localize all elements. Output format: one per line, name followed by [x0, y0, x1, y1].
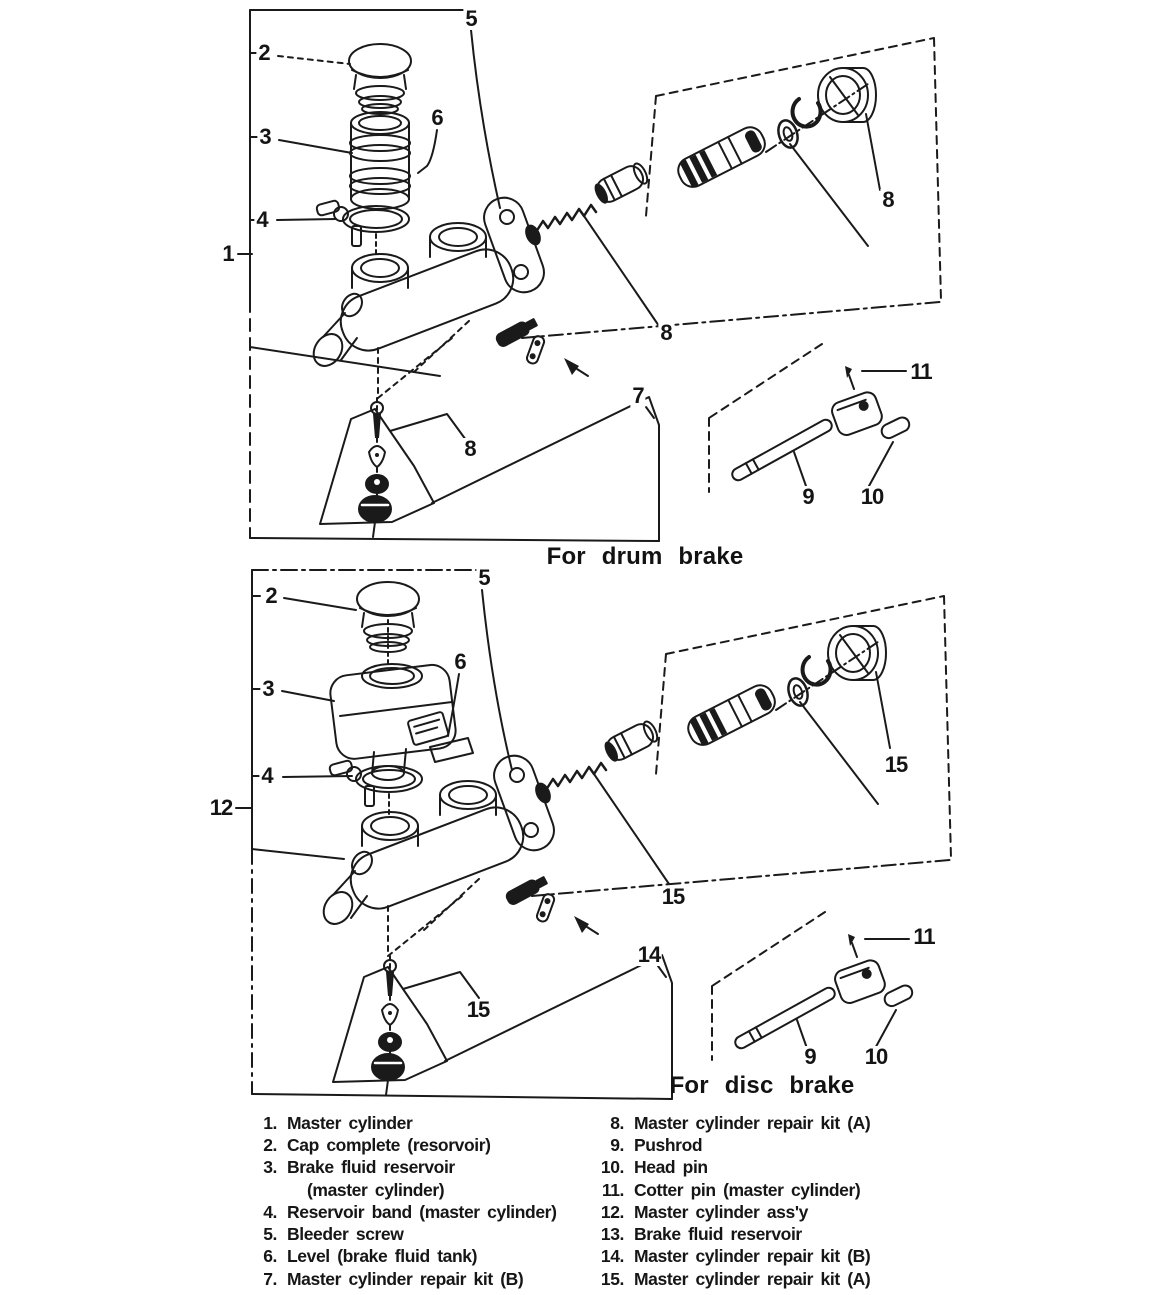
part-label: Master cylinder repair kit (B) — [634, 1246, 871, 1267]
callout-8: 8 — [464, 436, 476, 461]
repair-kit-parts-disc — [532, 596, 951, 896]
callout-9: 9 — [804, 1044, 816, 1069]
part-number: 11. — [601, 1179, 624, 1200]
callout-10: 10 — [864, 1044, 888, 1069]
parts-list-left-column — [240, 1112, 557, 1290]
parts-list-right-column — [566, 1112, 870, 1290]
parts-list-item — [566, 1157, 870, 1179]
parts-list-item — [240, 1246, 557, 1268]
parts-list-item — [566, 1134, 870, 1156]
pushrod-assembly-drum — [709, 344, 912, 492]
parts-list-item — [240, 1112, 557, 1134]
callout-15: 15 — [884, 752, 908, 777]
callout-6: 6 — [431, 105, 443, 130]
part-label: Master cylinder — [287, 1112, 413, 1133]
small-parts-drum — [320, 398, 466, 537]
callout-15: 15 — [661, 884, 685, 909]
parts-list-item — [566, 1179, 870, 1201]
drum-figure — [238, 6, 941, 541]
parts-list-item — [240, 1223, 557, 1245]
master-cylinder-body-disc — [318, 750, 598, 956]
parts-list-item — [240, 1179, 557, 1201]
callout-9: 9 — [802, 484, 814, 509]
pushrod-assembly-disc — [712, 912, 915, 1060]
callout-11: 11 — [910, 359, 932, 384]
callout-4: 4 — [256, 207, 268, 232]
callout-8: 8 — [660, 320, 672, 345]
part-number: 3. — [263, 1157, 277, 1178]
drum-caption: For drum brake — [546, 543, 744, 570]
part-label: Cotter pin (master cylinder) — [634, 1179, 861, 1200]
part-number: 5. — [263, 1224, 277, 1245]
part-label: Reservoir band (master cylinder) — [287, 1201, 557, 1222]
part-label: Master cylinder repair kit (A) — [634, 1268, 871, 1289]
parts-list-item — [566, 1223, 870, 1245]
callout-1: 1 — [222, 241, 234, 266]
part-number: 1. — [263, 1112, 277, 1133]
brake-fluid-reservoir-drum — [350, 112, 410, 209]
parts-list-item — [240, 1134, 557, 1156]
part-number: 15. — [600, 1268, 624, 1289]
callout-4: 4 — [261, 763, 273, 788]
reservoir-band-drum — [316, 200, 409, 254]
part-label: Master cylinder repair kit (A) — [634, 1112, 871, 1133]
parts-list-item — [566, 1268, 870, 1290]
parts-list-item — [566, 1246, 870, 1268]
disc-caption: For disc brake — [669, 1072, 855, 1099]
part-label: Cap complete (resorvoir) — [287, 1134, 491, 1155]
part-label: (master cylinder) — [307, 1179, 445, 1200]
part-number: 8. — [610, 1112, 624, 1133]
repair-kit-parts-drum — [522, 38, 941, 338]
callout-3: 3 — [262, 676, 274, 701]
disc-figure — [236, 570, 951, 1099]
small-parts-disc — [333, 956, 479, 1095]
callout-5: 5 — [478, 565, 490, 590]
parts-list-item — [566, 1201, 870, 1223]
callout-5: 5 — [465, 6, 477, 31]
callout-15: 15 — [466, 997, 490, 1022]
part-number: 12. — [600, 1201, 624, 1222]
part-number: 10. — [600, 1157, 624, 1178]
part-label: Bleeder screw — [287, 1224, 404, 1245]
level-tab-disc — [430, 738, 473, 762]
callout-10: 10 — [860, 484, 884, 509]
part-label: Master cylinder repair kit (B) — [287, 1268, 524, 1289]
part-label: Brake fluid reservoir — [634, 1224, 802, 1245]
brake-fluid-reservoir-disc — [328, 663, 457, 780]
callout-8: 8 — [882, 187, 894, 212]
callout-6: 6 — [454, 649, 466, 674]
part-number: 2. — [263, 1134, 277, 1155]
callout-12: 12 — [209, 795, 233, 820]
master-cylinder-body-drum — [308, 192, 588, 398]
callout-7: 7 — [632, 383, 644, 408]
part-label: Head pin — [634, 1157, 708, 1178]
part-number: 7. — [263, 1268, 277, 1289]
reservoir-cap-disc — [357, 582, 419, 652]
part-label: Master cylinder ass'y — [634, 1201, 808, 1222]
parts-list-item — [240, 1157, 557, 1179]
parts-list-item — [240, 1268, 557, 1290]
drum-frame-lines — [238, 6, 659, 541]
callout-3: 3 — [259, 124, 271, 149]
part-label: Brake fluid reservoir — [287, 1157, 455, 1178]
reservoir-cap-drum — [349, 44, 411, 114]
part-number: 9. — [610, 1134, 624, 1155]
part-number: 14. — [600, 1246, 624, 1267]
callout-2: 2 — [265, 583, 277, 608]
part-label: Level (brake fluid tank) — [287, 1246, 478, 1267]
part-number: 13. — [600, 1224, 624, 1245]
part-number: 4. — [263, 1201, 277, 1222]
part-number: 6. — [263, 1246, 277, 1267]
reservoir-band-disc — [329, 760, 422, 814]
parts-list-item — [566, 1112, 870, 1134]
parts-list-item — [240, 1201, 557, 1223]
callout-11: 11 — [913, 924, 935, 949]
callout-14: 14 — [637, 942, 661, 967]
callout-2: 2 — [258, 40, 270, 65]
part-label: Pushrod — [634, 1134, 703, 1155]
